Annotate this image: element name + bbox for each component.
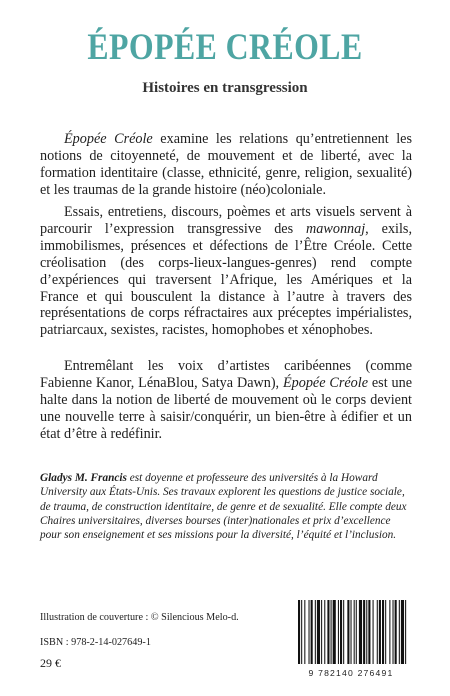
blurb-p3-end: est une halte dans la notion de liberté de mouvement où le corps devient une nouvelle terre à saisir/conquérir, un bien-être à édifier et un état d’être à redéfinir. (40, 374, 413, 442)
isbn: ISBN : 978-2-14-027649-1 (40, 637, 151, 648)
author-bio (40, 471, 410, 542)
blurb-paragraph-2 (40, 204, 412, 339)
blurb-p2-end: , exils, immobilismes, présences et défections de l’Être Créole. Cette créolisation (des corps-lieux-langues-genres) rend compte d’expériences qui traversent l’Afrique, les Amériques et la France et qui bousculent la distance à l’autre à travers des représentations de corps réfractaires aux préceptes impérialistes, patriarcaux, sexistes, racistes, homophobes et xénophobes. (40, 220, 412, 339)
barcode (292, 598, 410, 678)
blurb-paragraph-1 (40, 131, 412, 199)
barcode-bars (292, 598, 410, 668)
blurb-title-mention: Épopée Créole (64, 131, 153, 147)
blurb-p2-italic: mawonnaj (306, 220, 366, 237)
author-name: Gladys M. Francis (40, 472, 127, 484)
blurb-paragraph-3 (40, 358, 412, 443)
price: 29 € (40, 656, 61, 670)
illustration-credit: Illustration de couverture : © Silencious Melo-d. (40, 612, 239, 623)
book-subtitle: Histoires en transgression (142, 80, 308, 96)
book-title: ÉPOPÉE CRÉOLE (87, 27, 363, 68)
blurb-p3-italic: Épopée Créole (282, 374, 369, 391)
barcode-digits: 9 782140 276491 (308, 668, 394, 678)
author-bio-text: est doyenne et professeure des universités à la Howard University aux États-Unis. Ses travaux explorent les questions de justice sociale, de trauma, de construction identitaire, de genre et de sexualité. Elle compte deux Chaires universitaires, diverses bourses (inter)nationales et prix d’excellence pour son enseignement et ses missions pour la diversité, l’équité et l’inclusion. (40, 472, 407, 542)
blurb-p1-text: examine les relations qu’entretiennent les notions de citoyenneté, de mouvement et de liberté, avec la formation identitaire (classe, ethnicité, genre, religion, sexualité) et les traumas de la grande histoire (néo)coloniale. (40, 131, 412, 198)
blurb-p2-start: Essais, entretiens, discours, poèmes et arts visuels servent à parcourir l’expression transgressive des (40, 204, 412, 237)
blurb-p3-start: Entremêlant les voix d’artistes caribéennes (comme Fabienne Kanor, LénaBlou, Satya Dawn), (40, 358, 412, 391)
